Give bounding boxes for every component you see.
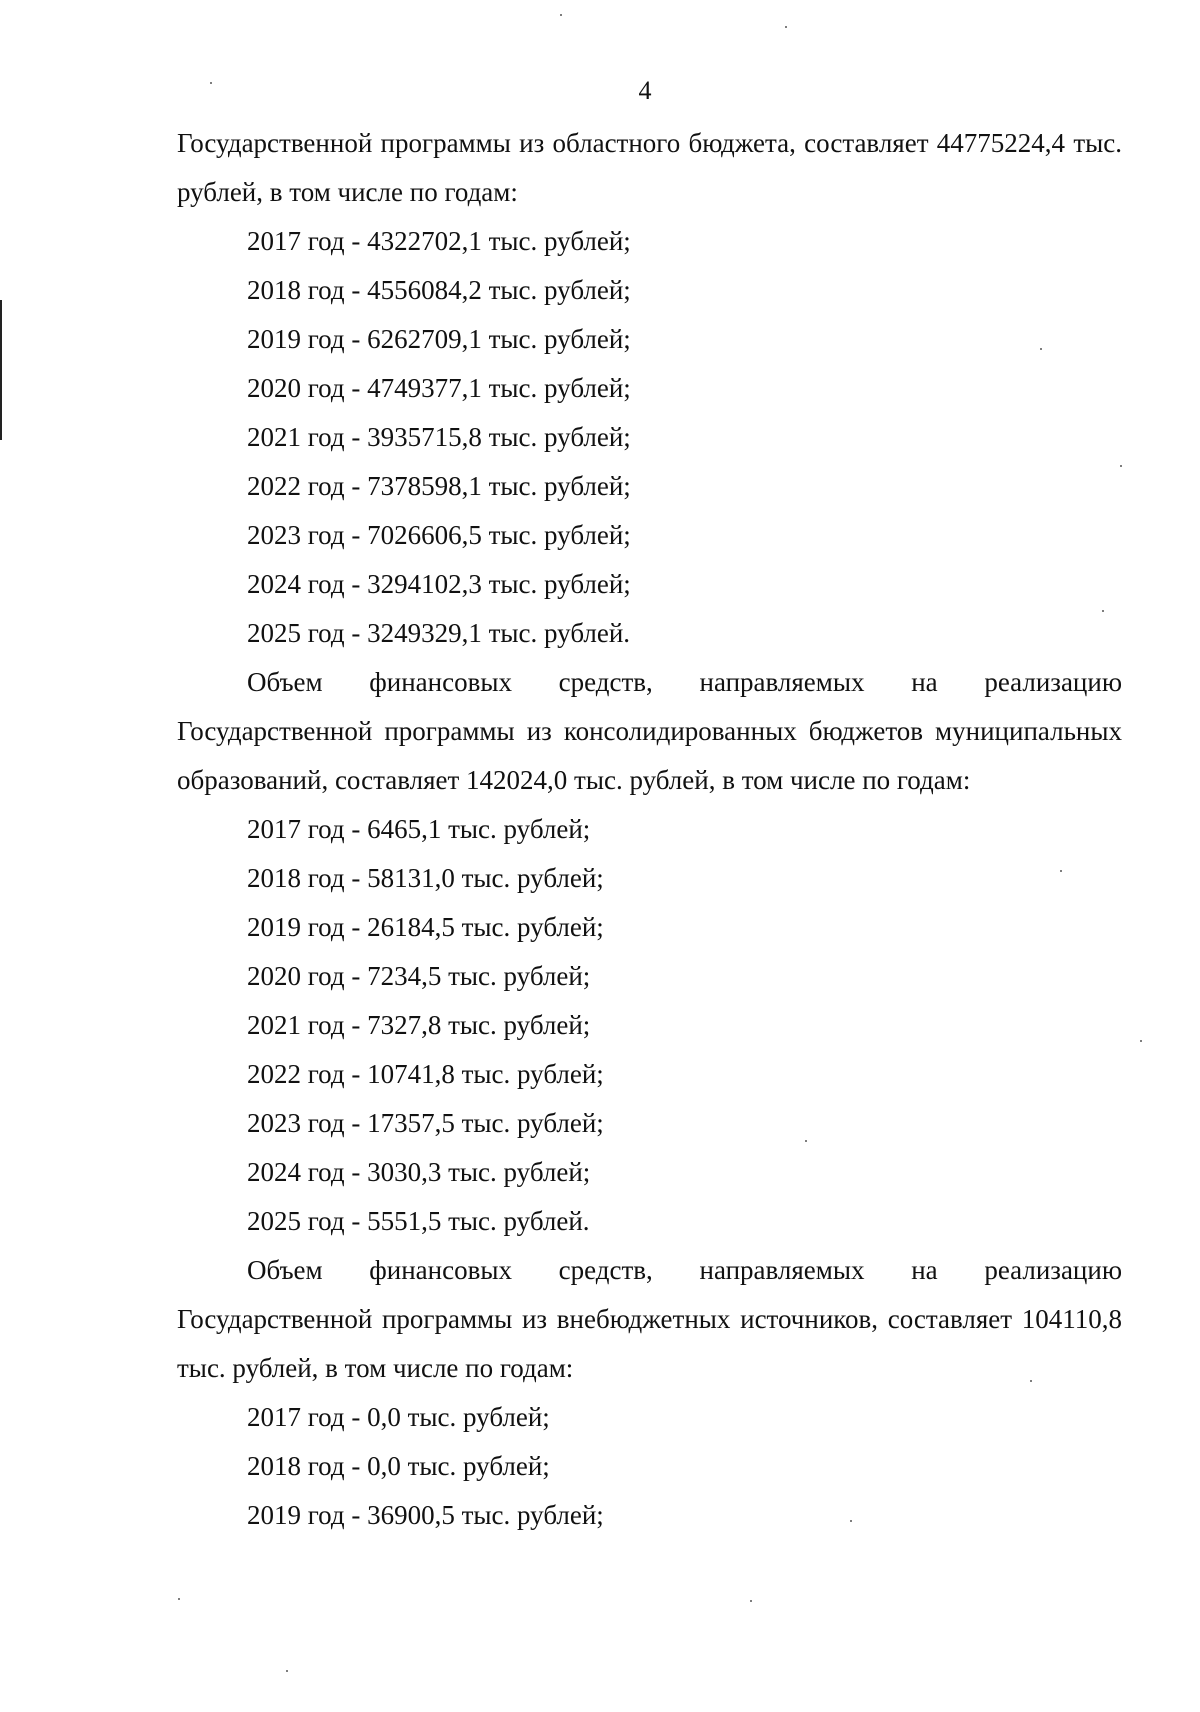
scan-speck [785,26,787,28]
year-item: 2020 год - 7234,5 тыс. рублей; [247,961,591,991]
scan-speck [286,1670,288,1672]
year-list-extrabudgetary [177,1393,1122,1540]
scan-speck [1040,348,1042,350]
year-item: 2020 год - 4749377,1 тыс. рублей; [247,373,631,403]
scan-speck [1140,1040,1142,1042]
year-item: 2022 год - 7378598,1 тыс. рублей; [247,471,631,501]
year-item: 2024 год - 3030,3 тыс. рублей; [247,1157,591,1187]
year-item: 2021 год - 3935715,8 тыс. рублей; [247,422,631,452]
scan-speck [1102,610,1104,612]
year-item: 2018 год - 58131,0 тыс. рублей; [247,863,604,893]
year-item: 2017 год - 0,0 тыс. рублей; [247,1402,550,1432]
year-item: 2019 год - 36900,5 тыс. рублей; [247,1500,604,1530]
scan-binder-edge [0,300,2,440]
year-item: 2018 год - 4556084,2 тыс. рублей; [247,275,631,305]
year-list-municipal-budgets [177,805,1122,1246]
year-item: 2019 год - 6262709,1 тыс. рублей; [247,324,631,354]
year-item: 2025 год - 3249329,1 тыс. рублей. [247,618,631,648]
scan-speck [210,82,212,84]
year-item: 2021 год - 7327,8 тыс. рублей; [247,1010,591,1040]
year-item: 2019 год - 26184,5 тыс. рублей; [247,912,604,942]
scan-speck [178,1598,180,1600]
year-item: 2018 год - 0,0 тыс. рублей; [247,1451,550,1481]
year-item: 2017 год - 4322702,1 тыс. рублей; [247,226,631,256]
section-intro-extrabudgetary: Объем финансовых средств, направляемых на реализацию Государственной программы из внебюджетных источников, составляет 104110,8 тыс. рублей, в том числе по годам: [177,1255,1122,1383]
page-number: 4 [638,76,652,105]
year-item: 2017 год - 6465,1 тыс. рублей; [247,814,591,844]
scan-speck [850,1520,852,1522]
scan-speck [560,14,562,16]
year-item: 2025 год - 5551,5 тыс. рублей. [247,1206,590,1236]
scan-speck [1030,1380,1032,1382]
section-intro-regional-budget: Государственной программы из областного бюджета, составляет 44775224,4 тыс. рублей, в том числе по годам: [177,128,1122,207]
document-body [177,119,1122,1540]
scan-speck [805,1140,807,1142]
year-item: 2024 год - 3294102,3 тыс. рублей; [247,569,631,599]
scan-speck [750,1600,752,1602]
year-item: 2023 год - 17357,5 тыс. рублей; [247,1108,604,1138]
scan-speck [1060,870,1062,872]
scan-speck [1120,465,1122,467]
year-item: 2023 год - 7026606,5 тыс. рублей; [247,520,631,550]
section-intro-municipal-budgets: Объем финансовых средств, направляемых на реализацию Государственной программы из консолидированных бюджетов муниципальных образований, составляет 142024,0 тыс. рублей, в том числе по годам: [177,667,1122,795]
year-item: 2022 год - 10741,8 тыс. рублей; [247,1059,604,1089]
year-list-regional-budget [177,217,1122,658]
